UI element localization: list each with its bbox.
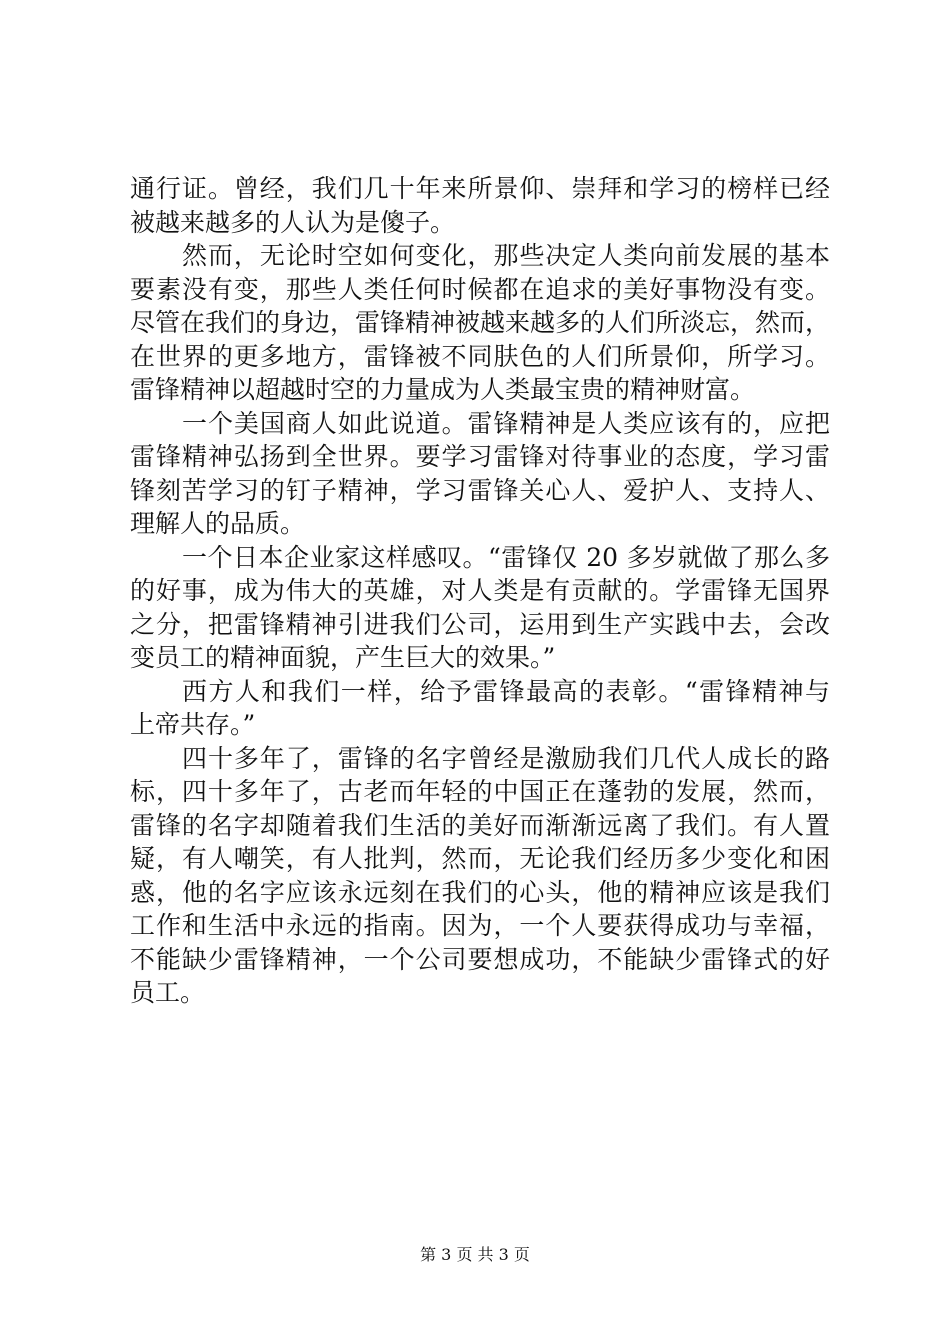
text-line: 理解人的品质。 <box>130 509 306 538</box>
text-line: 雷锋的名字却随着我们生活的美好而渐渐远离了我们。有人置 <box>130 810 830 840</box>
text-line: 工作和生活中永远的指南。因为，一个人要获得成功与幸福， <box>130 911 830 940</box>
text-line: 通行证。曾经，我们几十年来所景仰、崇拜和学习的榜样已经 <box>130 174 830 203</box>
page-footer: 第 3 页 共 3 页 <box>420 1245 530 1264</box>
text-line: 西方人和我们一样，给予雷锋最高的表彰。“雷锋精神与 <box>182 676 830 706</box>
text-line: 一个美国商人如此说道。雷锋精神是人类应该有的，应把 <box>182 408 830 438</box>
text-line: 员工。 <box>130 978 206 1007</box>
body-text <box>130 172 830 1010</box>
text-line: 被越来越多的人认为是傻子。 <box>130 207 456 237</box>
text-line: 惑，他的名字应该永远刻在我们的心头，他的精神应该是我们 <box>130 877 830 907</box>
text-line: 雷锋精神以超越时空的力量成为人类最宝贵的精神财富。 <box>130 375 756 404</box>
text-line: 一个日本企业家这样感叹。“雷锋仅 20 多岁就做了那么多 <box>182 542 830 572</box>
text-line: 在世界的更多地方，雷锋被不同肤色的人们所景仰，所学习。 <box>130 341 830 371</box>
text-line: 疑，有人嘲笑，有人批判，然而，无论我们经历多少变化和困 <box>130 844 830 873</box>
text-line: 雷锋精神弘扬到全世界。要学习雷锋对待事业的态度，学习雷 <box>130 442 830 471</box>
text-line: 四十多年了，雷锋的名字曾经是激励我们几代人成长的路 <box>182 743 830 773</box>
text-line: 的好事，成为伟大的英雄，对人类是有贡献的。学雷锋无国界 <box>130 576 830 605</box>
text-line: 之分，把雷锋精神引进我们公司，运用到生产实践中去，会改 <box>130 609 830 639</box>
text-line: 锋刻苦学习的钉子精神，学习雷锋关心人、爱护人、支持人、 <box>130 475 830 505</box>
text-line: 要素没有变，那些人类任何时候都在追求的美好事物没有变。 <box>130 274 830 304</box>
text-line: 标，四十多年了，古老而年轻的中国正在蓬勃的发展，然而， <box>130 777 830 806</box>
text-line: 尽管在我们的身边，雷锋精神被越来越多的人们所淡忘，然而， <box>130 308 831 337</box>
text-line: 然而，无论时空如何变化，那些决定人类向前发展的基本 <box>182 241 830 270</box>
text-line: 上帝共存。” <box>130 710 256 739</box>
text-line: 变员工的精神面貌，产生巨大的效果。” <box>130 643 556 672</box>
text-line: 不能缺少雷锋精神，一个公司要想成功，不能缺少雷锋式的好 <box>130 944 830 974</box>
